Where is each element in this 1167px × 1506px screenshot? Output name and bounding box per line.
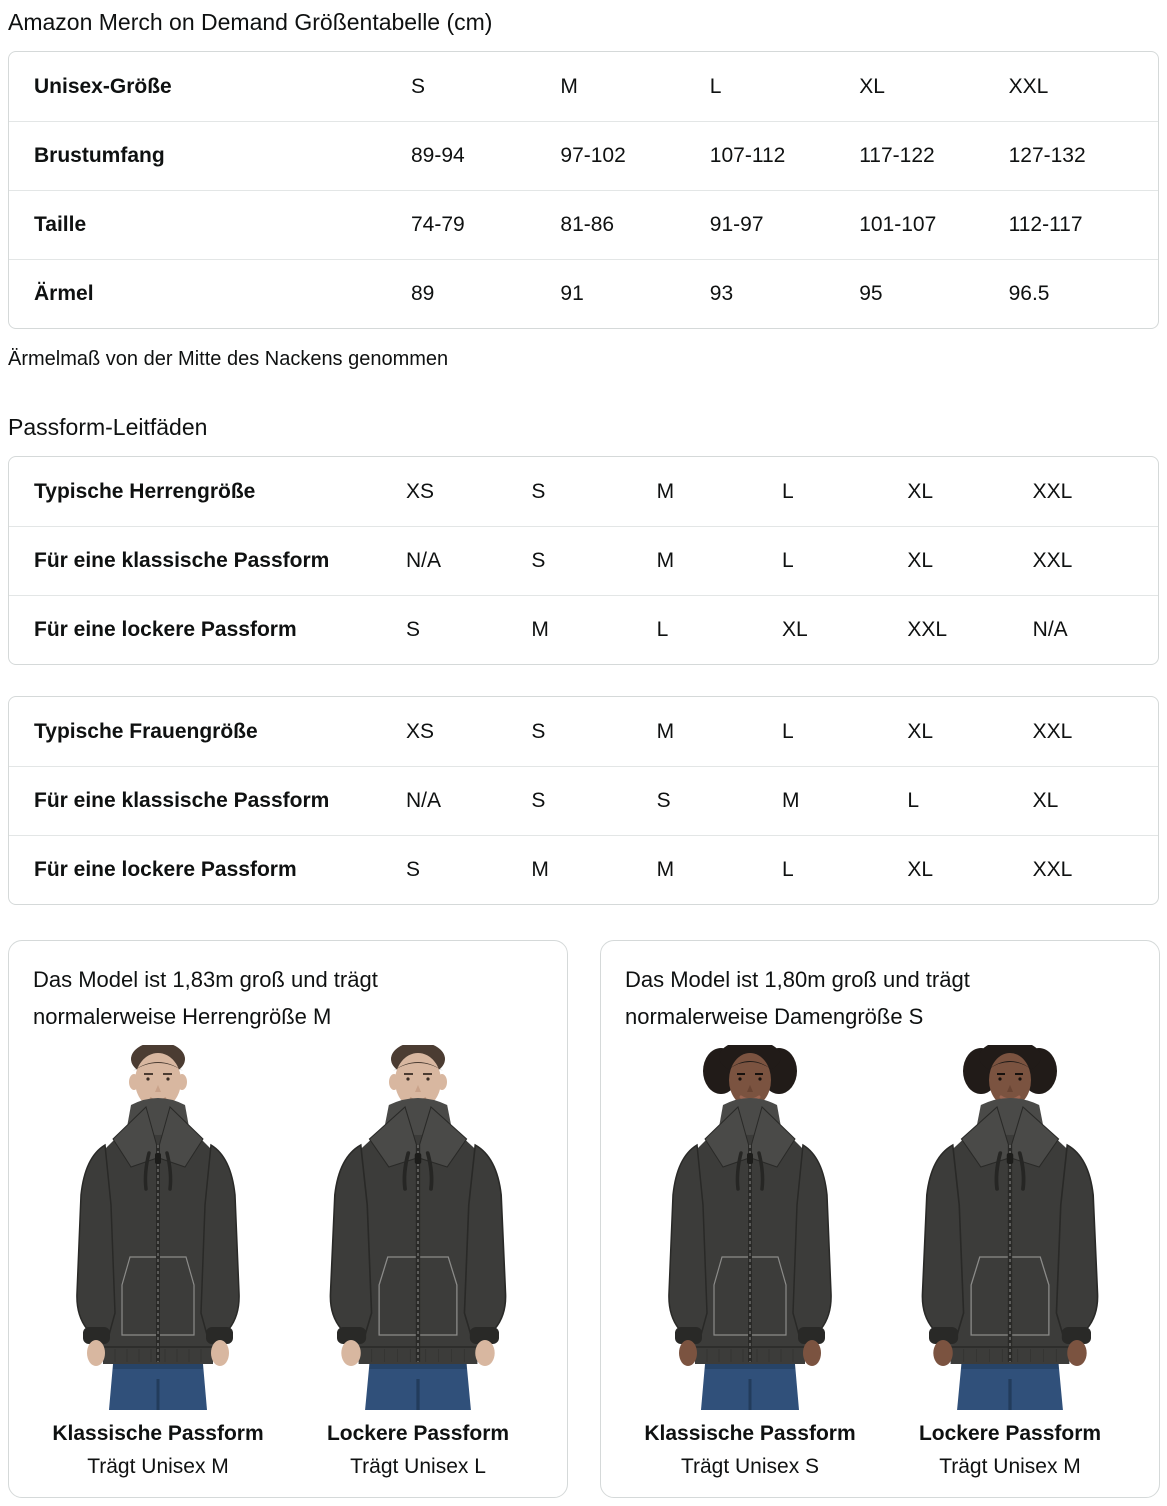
size-cell: 74-79 (411, 213, 465, 236)
photo-row (625, 1045, 1135, 1479)
size-cell: 127-132 (1008, 144, 1086, 167)
size-cell: M (656, 479, 675, 503)
photo-block-loose (293, 1045, 543, 1479)
row-label: Für eine klassische Passform (34, 549, 330, 572)
model-card-women (600, 940, 1160, 1498)
size-cell: XXL (1032, 479, 1073, 503)
table-row (9, 526, 1158, 595)
photo-caption-fit: Klassische Passform (52, 1422, 264, 1445)
table-row (9, 259, 1158, 328)
female-model-classic-fit-photo (625, 1045, 875, 1410)
table-row (9, 190, 1158, 259)
size-cell: 112-117 (1008, 213, 1083, 236)
size-cell: S (531, 479, 546, 503)
photo-caption-size: Trägt Unisex L (350, 1455, 486, 1478)
row-label: Unisex-Größe (34, 74, 172, 98)
size-cell: 107-112 (709, 144, 786, 167)
size-cell: S (406, 858, 421, 881)
size-cell: M (782, 789, 800, 812)
fit-table-men (8, 456, 1159, 665)
size-cell: L (782, 719, 794, 743)
table-row (9, 766, 1158, 835)
table-row (9, 697, 1158, 766)
size-cell: N/A (406, 549, 442, 572)
size-cell: 93 (709, 282, 734, 305)
photo-row (33, 1045, 543, 1479)
photo-caption-size: Trägt Unisex M (87, 1455, 229, 1478)
size-cell: L (709, 74, 722, 98)
size-cell: XXL (907, 618, 948, 641)
size-cell: M (531, 858, 549, 881)
size-cell: M (656, 719, 675, 743)
photo-caption-size: Trägt Unisex M (939, 1455, 1081, 1478)
size-cell: XS (406, 479, 435, 503)
table-row (9, 457, 1158, 526)
male-model-loose-fit-photo (293, 1045, 543, 1410)
row-label: Ärmel (34, 282, 94, 305)
size-cell: L (782, 479, 794, 503)
size-cell: M (560, 74, 578, 98)
size-cell: XXL (1008, 74, 1049, 98)
photo-block-classic (33, 1045, 283, 1479)
size-cell: 101-107 (859, 213, 937, 236)
size-cell: M (531, 618, 549, 641)
size-cell: S (656, 789, 671, 812)
size-cell: 95 (859, 282, 883, 305)
row-label: Brustumfang (34, 144, 165, 167)
size-cell: L (907, 789, 920, 812)
size-cell: XS (406, 719, 435, 743)
photo-block-classic (625, 1045, 875, 1479)
row-label: Für eine lockere Passform (34, 858, 297, 881)
size-cell: XL (907, 858, 934, 881)
size-cell: XL (782, 618, 808, 641)
row-label: Für eine lockere Passform (34, 618, 297, 641)
size-cell: S (406, 618, 421, 641)
model-card-men (8, 940, 568, 1498)
size-cell: L (782, 858, 794, 881)
size-cell: XL (907, 719, 934, 743)
male-model-classic-fit-photo (33, 1045, 283, 1410)
table-row (9, 595, 1158, 664)
table-row (9, 52, 1158, 121)
card-description: Das Model ist 1,80m groß und trägt normalerweise Damengröße S (625, 967, 970, 1029)
size-cell: S (531, 549, 546, 572)
photo-caption-size: Trägt Unisex S (680, 1455, 820, 1478)
row-label: Typische Frauengröße (34, 719, 258, 743)
size-cell: L (782, 549, 794, 572)
size-cell: M (656, 858, 675, 881)
fit-guides-heading: Passform-Leitfäden (8, 414, 208, 440)
size-cell: 89-94 (411, 144, 465, 167)
fit-table-women (8, 696, 1159, 905)
size-cell: 81-86 (560, 213, 615, 236)
photo-caption-fit: Lockere Passform (326, 1422, 510, 1445)
row-label: Taille (34, 213, 87, 236)
size-cell: N/A (406, 789, 442, 812)
page-title: Amazon Merch on Demand Größentabelle (cm) (8, 9, 493, 35)
size-cell: 117-122 (859, 144, 935, 167)
size-cell: 89 (411, 282, 435, 305)
size-cell: XXL (1032, 858, 1073, 881)
size-cell: XL (859, 74, 885, 98)
model-cards (8, 940, 1159, 1506)
photo-block-loose (885, 1045, 1135, 1479)
size-cell: XL (907, 549, 934, 572)
size-cell: XXL (1032, 549, 1073, 572)
table-row (9, 121, 1158, 190)
card-description: Das Model ist 1,83m groß und trägt normalerweise Herrengröße M (33, 967, 378, 1029)
size-cell: S (411, 74, 426, 98)
size-cell: S (531, 719, 546, 743)
size-cell: M (656, 549, 675, 572)
size-cell: N/A (1032, 618, 1068, 641)
size-cell: 97-102 (560, 144, 626, 167)
photo-caption-fit: Lockere Passform (918, 1422, 1102, 1445)
size-table (8, 51, 1159, 329)
row-label: Für eine klassische Passform (34, 789, 330, 812)
female-model-loose-fit-photo (885, 1045, 1135, 1410)
size-cell: 96.5 (1008, 282, 1050, 305)
size-cell: L (656, 618, 669, 641)
table-row (9, 835, 1158, 904)
row-label: Typische Herrengröße (34, 479, 256, 503)
size-cell: XXL (1032, 719, 1073, 743)
size-cell: XL (907, 479, 934, 503)
size-cell: S (531, 789, 546, 812)
photo-caption-fit: Klassische Passform (644, 1422, 856, 1445)
size-cell: 91-97 (709, 213, 764, 236)
size-cell: 91 (560, 282, 584, 305)
size-cell: XL (1032, 789, 1059, 812)
sleeve-measure-note: Ärmelmaß von der Mitte des Nackens genommen (8, 348, 449, 370)
